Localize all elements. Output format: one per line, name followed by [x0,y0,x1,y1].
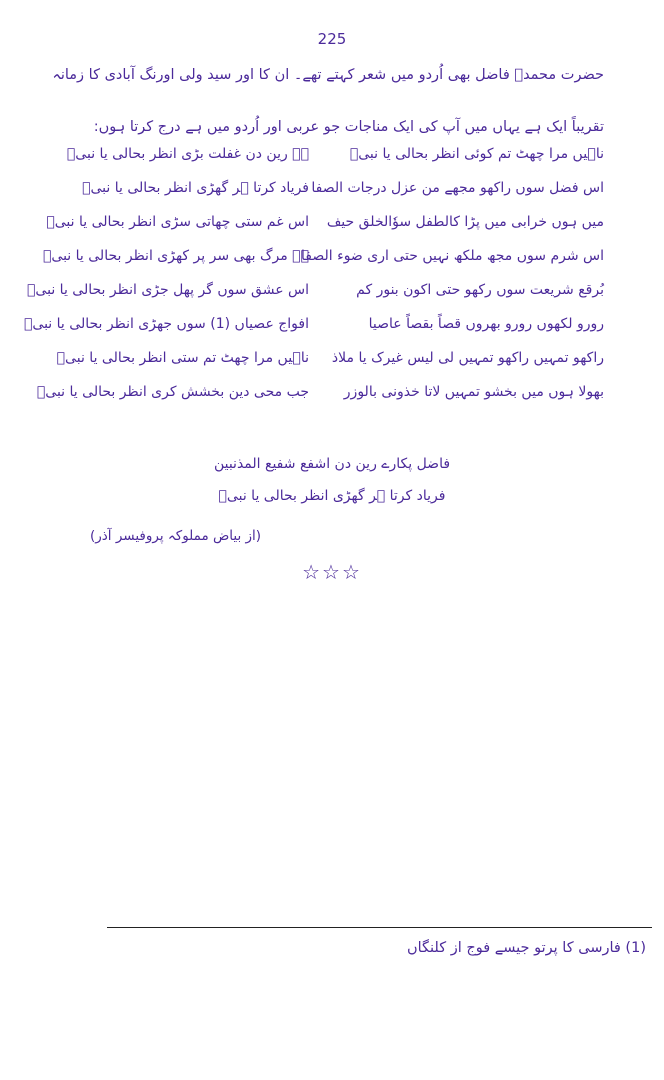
couplet-7 [0,344,664,378]
misra-second: فریاد کرتا ہر گھڑی انظر بحالی یا نبیؐ [82,180,309,196]
footnote: (1) فارسی کا پرتو جیسے فوج از کلنگاں [406,940,646,956]
misra-second: اس غم ستی چھاتی سڑی انظر بحالی یا نبیؐ [46,214,309,230]
misra-second: اس عشق سوں گر پھل جڑی انظر بحالی یا نبیؐ [27,282,309,298]
couplet-4 [0,242,664,276]
misra-first: بھولا ہوں میں بخشو تمہیں لاتا خذونی بالوزر [343,384,604,400]
page-number: 225 [317,30,347,48]
section-separator-stars: ☆☆☆ [302,560,362,584]
couplet-6 [0,310,664,344]
maqta-line-2: فریاد کرتا ہر گھڑی انظر بحالی یا نبیؐ [218,488,446,504]
misra-second: ہے مرگ بھی سر پر کھڑی انظر بحالی یا نبیؐ [43,248,309,264]
couplet-5 [0,276,664,310]
intro-line-1: حضرت محمدؐ فاضل بھی اُردو میں شعر کہتے تھے۔ ان کا اور سید ولی اورنگ آبادی کا زمانہ [52,67,604,83]
misra-first: میں ہوں خرابی میں پڑا کالطفل سوٗالخلق حیف [326,214,604,230]
misra-first: ناہیں مرا چھٹ تم کوئی انظر بحالی یا نبیؐ [349,146,604,162]
misra-first: راکھو تمہیں راکھو تمہیں لی لیس غیرک یا ملاذ [331,350,604,366]
misra-second: ہے رین دن غفلت بڑی انظر بحالی یا نبیؐ [66,146,309,162]
couplet-3 [0,208,664,242]
intro-line-2: تقریباً ایک ہے یہاں میں آپ کی ایک مناجات جو عربی اور اُردو میں ہے درج کرتا ہوں: [93,119,604,135]
couplet-1 [0,140,664,174]
footnote-divider [107,927,652,928]
misra-first: رورو لکھوں رورو بھروں قصاً بقصاً عاصیا [368,316,604,332]
couplet-8 [0,378,664,412]
couplet-2 [0,174,664,208]
misra-second: ناہیں مرا چھٹ تم ستی انظر بحالی یا نبیؐ [56,350,309,366]
misra-second: افواج عصیاں (1) سوں جھڑی انظر بحالی یا نبیؐ [24,316,309,332]
misra-first: اس فضل سوں راکھو مجھے من عزل درجات الصفا [311,180,604,196]
misra-second: جب محی دین بخشش کری انظر بحالی یا نبیؐ [36,384,309,400]
misra-first: بُرقع شریعت سوں رکھو حتی اکون بنور کم [356,282,604,298]
source-attribution: (از بیاض مملوکہ پروفیسر آذر) [90,528,262,544]
maqta-line-1: فاضل پکارے رین دن اشفع شفیع المذنبین [213,456,451,472]
misra-first: اس شرم سوں مجھ ملکھ نہیں حتی اری ضوء الصفا [301,248,604,264]
